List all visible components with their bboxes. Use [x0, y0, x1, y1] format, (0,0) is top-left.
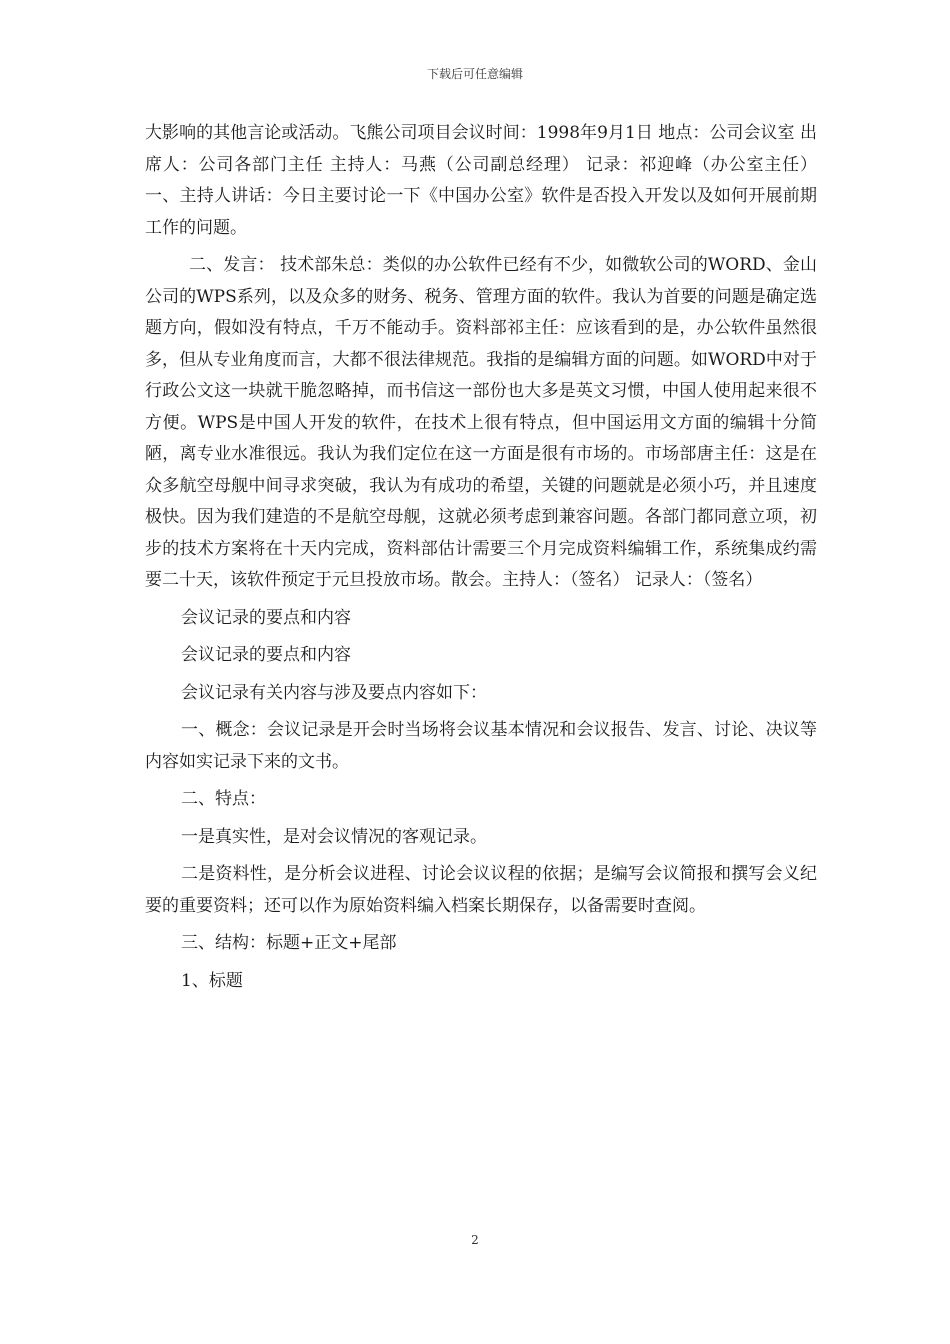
- paragraph-speeches: 二、发言： 技术部朱总：类似的办公软件已经有不少，如微软公司的WORD、金山公司的WPS系列，以及众多的财务、税务、管理方面的软件。我认为首要的问题是确定选题方向，假如没有特点，千万不能动手。资料部祁主任：应该看到的是，办公软件虽然很多，但从专业角度而言，大都不很法律规范。我指的是编辑方面的问题。如WORD中对于行政公文这一块就干脆忽略掉，而书信这一部份也大多是英文习惯，中国人使用起来很不方便。WPS是中国人开发的软件，在技术上很有特点，但中国运用文方面的编辑十分简陋，离专业水准很远。我认为我们定位在这一方面是很有市场的。市场部唐主任：这是在众多航空母舰中间寻求突破，我认为有成功的希望，关键的问题就是必须小巧，并且速度极快。因为我们建造的不是航空母舰，这就必须考虑到兼容问题。各部门都同意立项，初步的技术方案将在十天内完成，资料部估计需要三个月完成资料编辑工作，系统集成约需要二十天，该软件预定于元旦投放市场。散会。主持人：（签名） 记录人：（签名）: [145, 255, 817, 590]
- page-header: 下载后可任意编辑: [426, 67, 523, 81]
- paragraph-feature-authenticity: 一是真实性，是对会议情况的客观记录。: [181, 826, 487, 847]
- paragraph-features-heading: 二、特点：: [181, 789, 266, 809]
- document-body: [145, 118, 817, 1003]
- paragraph-title-heading: 1、标题: [181, 970, 243, 991]
- paragraph-meeting-record: 大影响的其他言论或活动。飞熊公司项目会议时间：1998年9月1日 地点：公司会议室 出席人：公司各部门主任 主持人：马燕（公司副总经理） 记录：祁迎峰（办公室主任）一、主持人讲话：今日主要讨论一下《中国办公室》软件是否投入开发以及如何开展前期工作的问题。: [145, 123, 817, 238]
- paragraph-concept: 一、概念：会议记录是开会时当场将会议基本情况和会议报告、发言、讨论、决议等内容如实记录下来的文书。: [145, 720, 817, 772]
- paragraph-structure-heading: 三、结构：标题+正文+尾部: [181, 933, 397, 953]
- paragraph-heading-key-points: 会议记录的要点和内容: [181, 607, 351, 628]
- paragraph-intro: 会议记录有关内容与涉及要点内容如下：: [181, 682, 487, 703]
- paragraph-feature-reference: 二是资料性，是分析会议进程、讨论会议议程的依据；是编写会议简报和撰写会义纪要的重要资料；还可以作为原始资料编入档案长期保存，以备需要时查阅。: [145, 864, 817, 916]
- page-number: 2: [471, 1233, 479, 1247]
- paragraph-heading-key-points-repeat: 会议记录的要点和内容: [181, 645, 351, 665]
